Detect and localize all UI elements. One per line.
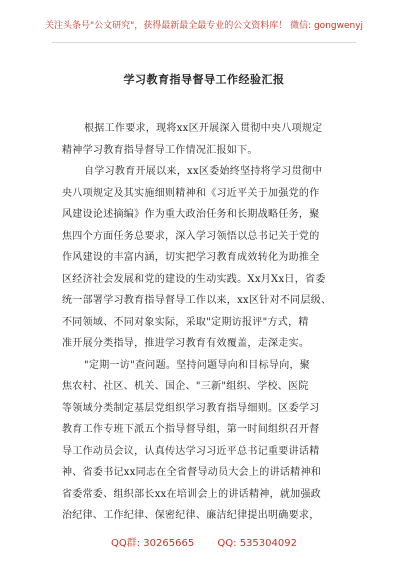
text-line: 神、省委书记xx同志在全省督导动员大会上的讲话精神和 [62,467,322,478]
text-line: 准开展分类指导，推进学习教育有效覆盖，走深走实。 [62,338,310,349]
paragraph-intro [62,118,348,161]
text-line: 省委常委、组织部长xx在培训会上的讲话精神，就加强政 [62,488,322,500]
text-line: 导工作动员会议，认真传达学习习近平总书记重要讲话精 [62,445,320,457]
footer-contact [0,534,408,549]
text-line: 根据工作要求，现将xx区开展深入贯彻中央八项规定 [84,123,323,134]
text-line: 教育工作专班下派五个指导督导组，第一时间组织召开督 [62,424,320,435]
document-title: 学习教育指导督导工作经验汇报 [123,73,285,86]
header-notice: 关注头条号"公文研究"，获得最新最全最专业的公文资料库！ 微信: gongwenyj [44,21,364,31]
text-line: "定期一访"查问题。坚持问题导向和目标导向，聚 [84,359,311,371]
qq-number: QQ: 535304092 [217,538,297,549]
document-body [62,118,348,527]
text-line: 央八项规定及其实施细则精神和《习近平关于加强党的作 [62,187,320,199]
qq-group-number: QQ群: 30265665 [111,538,195,549]
header-divider [52,42,356,43]
text-line: 不同领域、不同对象实际，采取"定期访报评"方式，精 [62,316,309,328]
text-line: 治纪律、工作纪律、保密纪律、廉洁纪律提出明确要求， [62,510,320,521]
paragraph-overview [62,161,348,355]
text-line: 区经济社会发展和党的建设的生动实践。Xx月Xx日，省委 [62,273,326,285]
text-line: 等领域分类制定基层党组织学习教育指导细则。区委学习 [62,402,320,414]
text-line: 自学习教育开展以来，xx区委始终坚持将学习贯彻中 [84,166,323,177]
text-line: 风建设论述摘编》作为重大政治任务和长期战略任务，聚 [62,209,320,220]
paragraph-regular-visit [62,355,348,527]
text-line: 焦农村、社区、机关、国企、"三新"组织、学校、医院 [62,381,309,392]
text-line: 焦四个方面任务总要求，深入学习领悟以总书记关于党的 [62,230,320,242]
text-line: 统一部署学习教育指导督导工作以来，xx区针对不同层级、 [62,295,332,306]
text-line: 精神学习教育指导督导工作情况汇报如下。 [62,144,258,156]
text-line: 作风建设的丰富内涵，切实把学习教育成效转化为助推全 [62,252,320,263]
